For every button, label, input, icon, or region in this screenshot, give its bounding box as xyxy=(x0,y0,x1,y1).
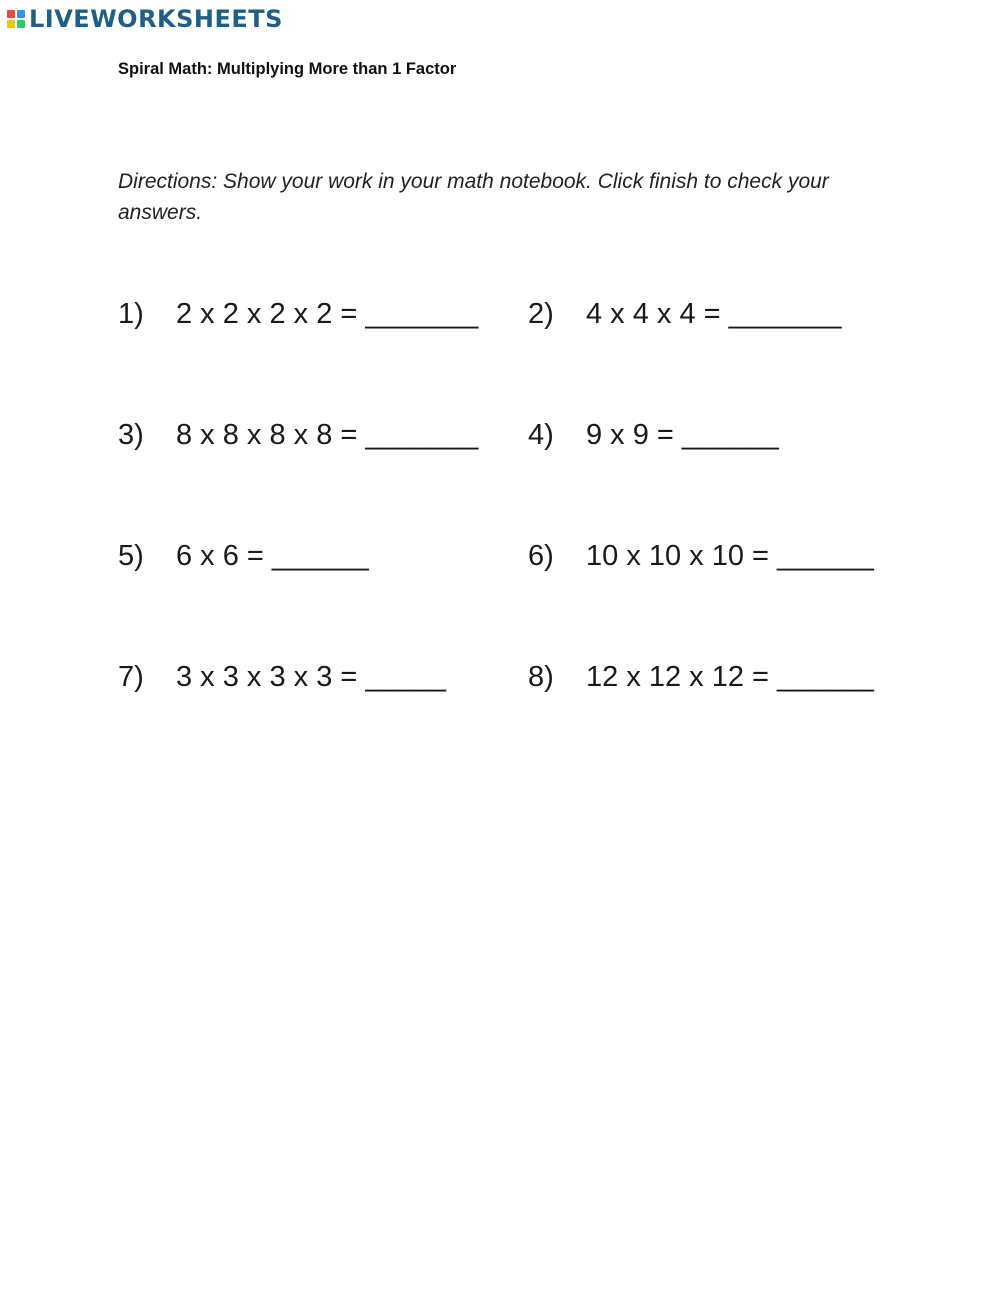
problem-number: 7) xyxy=(118,661,144,693)
problem-1 xyxy=(118,297,478,331)
problem-number: 8) xyxy=(528,661,554,693)
problem-number: 2) xyxy=(528,298,554,330)
problem-number: 6) xyxy=(528,540,554,572)
logo-block-green xyxy=(17,20,25,28)
problem-expression: 10 x 10 x 10 = ______ xyxy=(586,540,874,572)
problem-expression: 12 x 12 x 12 = ______ xyxy=(586,661,874,693)
liveworksheets-logo xyxy=(7,6,283,32)
problem-expression: 2 x 2 x 2 x 2 = _______ xyxy=(176,298,479,330)
problem-number: 5) xyxy=(118,540,144,572)
problem-number: 4) xyxy=(528,419,554,451)
problem-expression: 3 x 3 x 3 x 3 = _____ xyxy=(176,661,447,693)
problem-expression: 8 x 8 x 8 x 8 = _______ xyxy=(176,419,479,451)
problem-expression: 9 x 9 = ______ xyxy=(586,419,779,451)
worksheet-title: Spiral Math: Multiplying More than 1 Factor xyxy=(118,60,457,78)
problem-2 xyxy=(528,297,842,331)
problem-8 xyxy=(528,660,874,694)
problem-4 xyxy=(528,418,779,452)
problem-7 xyxy=(118,660,446,694)
logo-block-red xyxy=(7,10,15,18)
logo-text: LIVEWORKSHEETS xyxy=(29,5,283,33)
problem-6 xyxy=(528,539,874,573)
problem-3 xyxy=(118,418,478,452)
problem-number: 1) xyxy=(118,298,144,330)
problem-number: 3) xyxy=(118,419,144,451)
directions-text: Directions: Show your work in your math notebook. Click finish to check your answers. xyxy=(118,170,829,224)
logo-block-yellow xyxy=(7,20,15,28)
logo-blocks-icon xyxy=(7,10,25,28)
problem-expression: 6 x 6 = ______ xyxy=(176,540,369,572)
logo-block-blue xyxy=(17,10,25,18)
problem-expression: 4 x 4 x 4 = _______ xyxy=(586,298,842,330)
problem-5 xyxy=(118,539,369,573)
